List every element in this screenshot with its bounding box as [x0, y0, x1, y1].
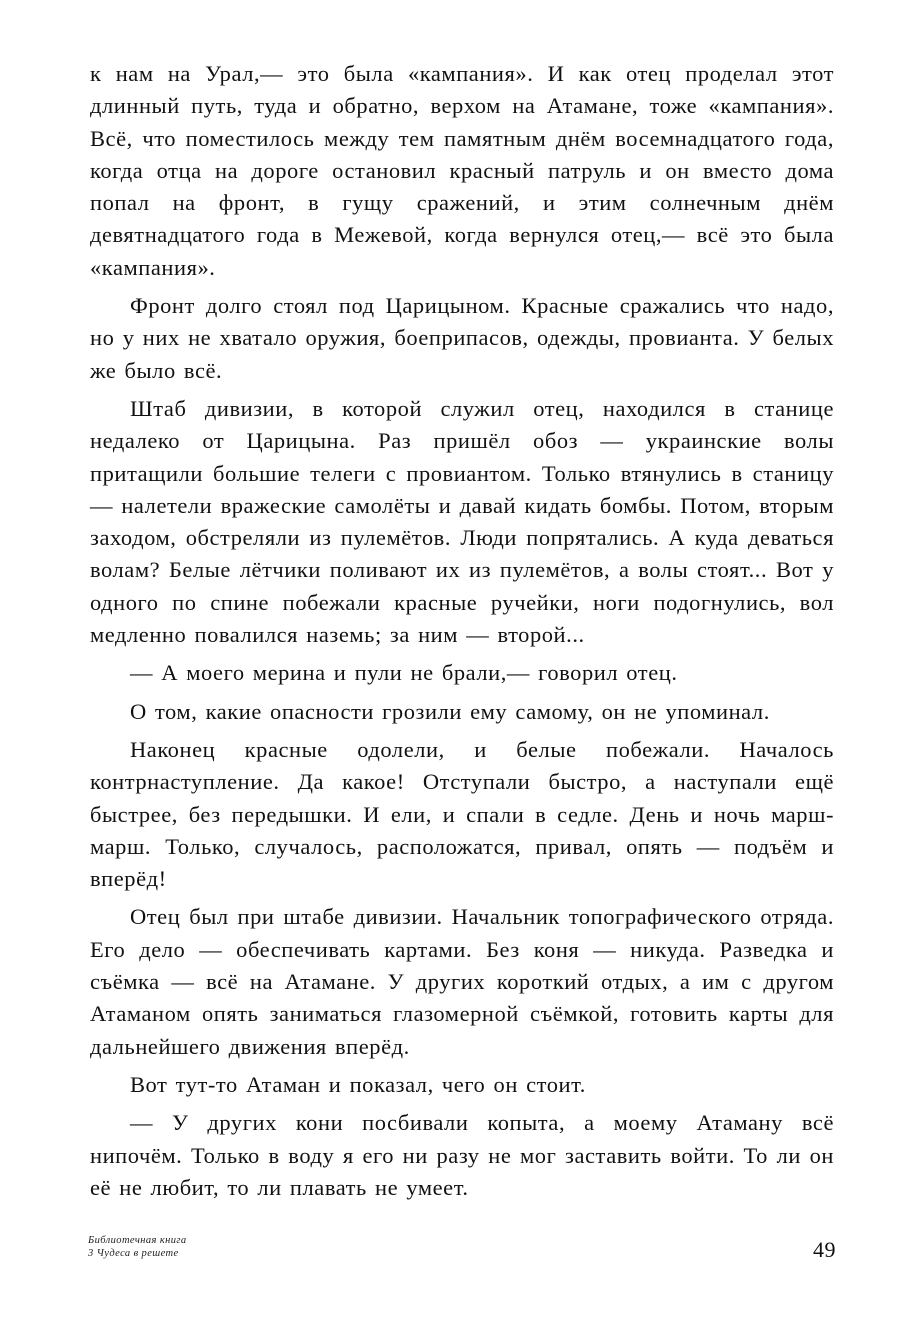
paragraph-7: Отец был при штабе дивизии. Начальник топографического отряда. Его дело — обеспечивать картами. Без коня — никуда. Разведка и съёмка — всё на Атамане. У других короткий отдых, а им с другом Атаманом опять заниматься глазомерной съёмкой, готовить карты для дальнейшего движения вперёд. — [90, 904, 834, 1059]
page-body — [90, 58, 834, 1210]
paragraph-8: Вот тут-то Атаман и показал, чего он стоит. — [130, 1071, 586, 1097]
library-stamp — [88, 1234, 187, 1260]
paragraph-2: Фронт долго стоял под Царицыном. Красные сражались что надо, но у них не хватало оружия, боеприпасов, одежды, провианта. У белых же было всё. — [90, 293, 834, 383]
paragraph-1: к нам на Урал,— это была «кампания». И как отец проделал этот длинный путь, туда и обратно, верхом на Атамане, тоже «кампания». Всё, что поместилось между тем памятным днём восемнадцатого года, когда отца на дороге остановил красный патруль и он вместо дома попал на фронт, в гущу сражений, и этим солнечным днём девятнадцатого года в Межевой, когда вернулся отец,— всё это была «кампания». — [90, 61, 834, 280]
paragraph-3: Штаб дивизии, в которой служил отец, находился в станице недалеко от Царицына. Раз пришёл обоз — украинские волы притащили большие телеги с провиантом. Только втянулись в станицу — налетели вражеские самолёты и давай кидать бомбы. Потом, вторым заходом, обстреляли из пулемётов. Люди попрятались. А куда деваться волам? Белые лётчики поливают их из пулемётов, а волы стоят... Вот у одного по спине побежали красные ручейки, ноги подогнулись, вол медленно повалился наземь; за ним — второй... — [90, 395, 834, 648]
library-stamp-line-1: Библиотечная книга — [88, 1235, 187, 1246]
paragraph-6: Наконец красные одолели, и белые побежали. Началось контрнаступление. Да какое! Отступали быстро, а наступали ещё быстрее, без передышки. И ели, и спали в седле. День и ночь марш-марш. Только, случалось, расположатся, привал, опять — подъём и вперёд! — [90, 736, 834, 892]
library-stamp-line-2: 3 Чудеса в решете — [88, 1248, 179, 1259]
paragraph-9: — У других кони посбивали копыта, а моему Атаману всё нипочём. Только в воду я его ни разу не мог заставить войти. То ли он её не любит, то ли плавать не умеет. — [90, 1110, 834, 1200]
page-number: 49 — [813, 1237, 836, 1262]
paragraph-5: О том, какие опасности грозили ему самому, он не упоминал. — [130, 698, 770, 724]
page-footer — [88, 1234, 836, 1274]
paragraph-4: — А моего мерина и пули не брали,— говорил отец. — [130, 660, 678, 686]
